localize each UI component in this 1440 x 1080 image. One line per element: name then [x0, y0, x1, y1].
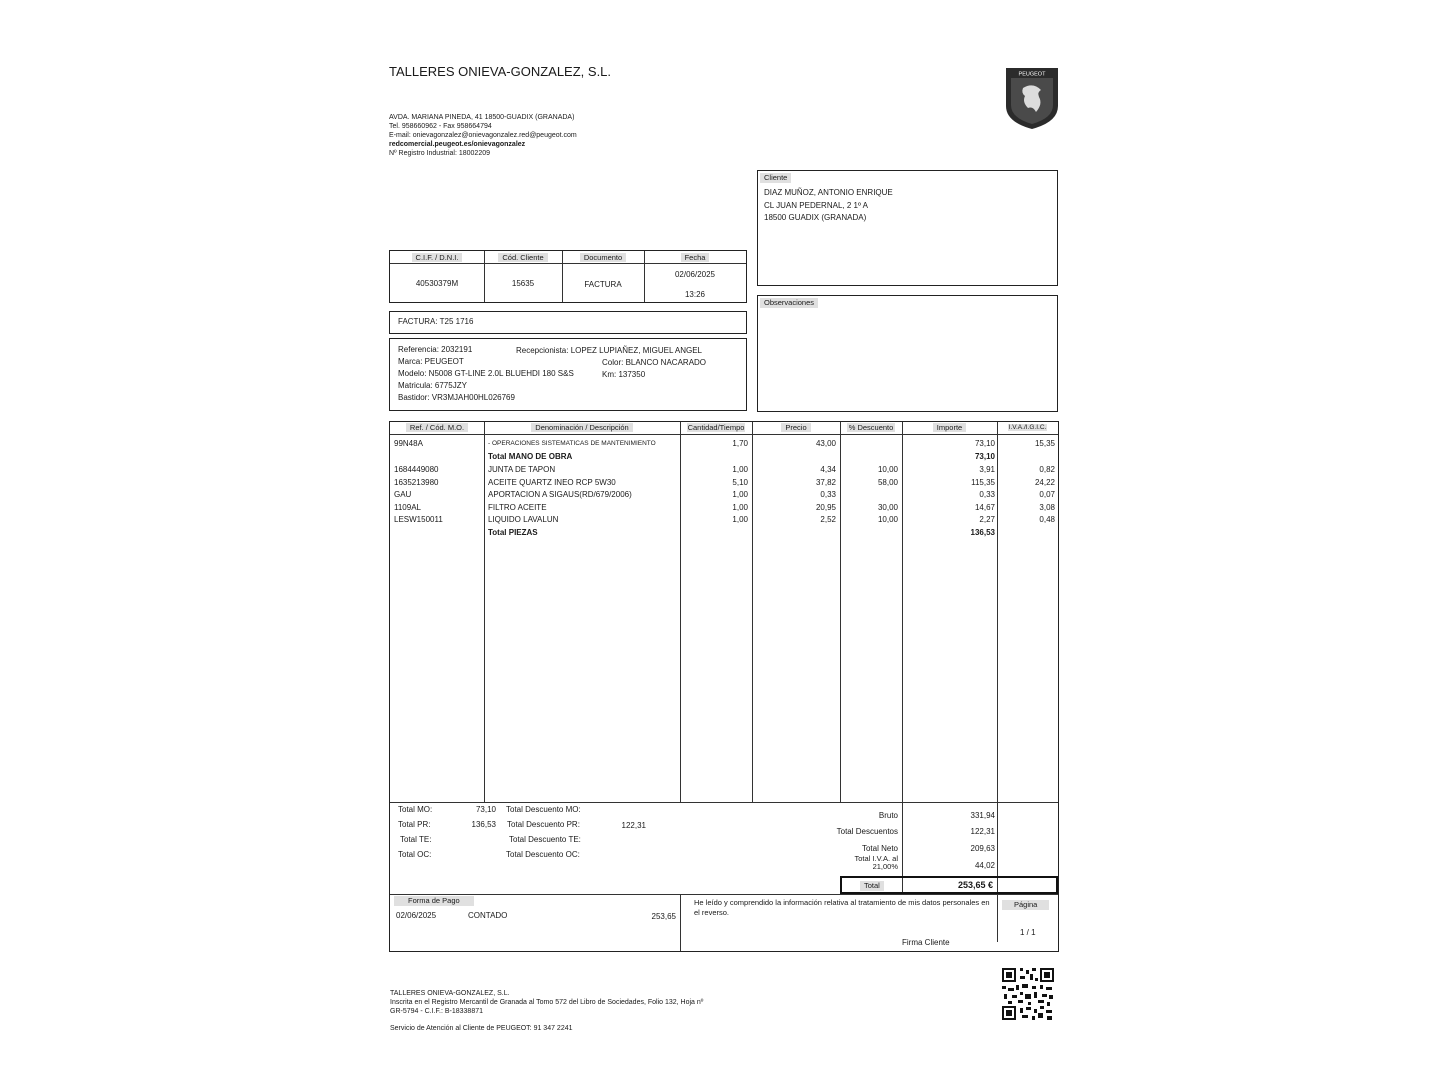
peugeot-logo — [1003, 66, 1061, 130]
row-vat: 15,35 — [1034, 439, 1055, 448]
footer-service: Servicio de Atención al Cliente de PEUGEOT: 91 347 2241 — [390, 1025, 573, 1032]
row-qty: 1,00 — [732, 502, 748, 512]
total-oc-label: Total OC: — [398, 850, 432, 859]
total-pr-label: Total PR: — [398, 820, 431, 829]
discounts-label: Total Descuentos — [836, 827, 898, 836]
row-amount: 14,67 — [974, 502, 995, 512]
company-address: AVDA. MARIANA PINEDA, 41 18500-GUADIX (GRANADA) — [389, 114, 575, 121]
row-amount: 3,91 — [979, 465, 995, 474]
table-row — [390, 502, 1058, 515]
row-qty: 1,00 — [732, 465, 748, 474]
header-cif-label: C.I.F. / D.N.I. — [412, 253, 463, 262]
time-value: 13:26 — [684, 290, 706, 299]
client-street: CL JUAN PEDERNAL, 2 1º A — [764, 200, 868, 210]
row-ref: 99N48A — [394, 439, 423, 448]
total-mo-value: 73,10 — [475, 805, 496, 814]
row-disc: 10,00 — [877, 515, 898, 524]
footer-name: TALLERES ONIEVA-GONZALEZ, S.L. — [390, 990, 510, 997]
row-amount: 115,35 — [971, 477, 995, 487]
header-doc-label: Documento — [580, 253, 626, 262]
disc-pr-value: 122,31 — [621, 821, 646, 830]
vehicle-brand: Marca: PEUGEOT — [398, 357, 464, 366]
gross-value: 331,94 — [970, 811, 995, 820]
row-desc: Total MANO DE OBRA — [488, 452, 573, 461]
col-desc-header: Denominación / Descripción — [531, 423, 632, 432]
vehicle-km: Km: 137350 — [602, 370, 646, 379]
company-email: E-mail: onievagonzalez@onievagonzalez.red@peugeot.com — [389, 132, 577, 139]
col-amount-header: Importe — [933, 423, 966, 432]
observations-label: Observaciones — [760, 298, 818, 308]
row-ref: LESW150011 — [394, 515, 443, 524]
row-desc: JUNTA DE TAPON — [488, 465, 556, 474]
row-desc: Total PIEZAS — [488, 527, 538, 537]
row-ref: 1109AL — [394, 502, 421, 512]
invoice-number: FACTURA: T25 1716 — [398, 317, 474, 326]
col-qty-header: Cantidad/Tiempo — [687, 423, 745, 432]
col-disc-header: % Descuento — [848, 423, 894, 432]
row-desc: APORTACION A SIGAUS(RD/679/2006) — [488, 490, 632, 499]
table-row — [390, 438, 1058, 451]
client-box — [757, 170, 1058, 286]
net-value: 209,63 — [970, 844, 995, 853]
payment-date: 02/06/2025 — [396, 911, 437, 920]
vehicle-receptionist: Recepcionista: LOPEZ LUPIAÑEZ, MIGUEL ANGEL — [516, 346, 702, 355]
client-name: DIAZ MUÑOZ, ANTONIO ENRIQUE — [764, 188, 893, 197]
lines-rows — [390, 438, 1058, 540]
row-price: 2,52 — [820, 515, 836, 524]
col-price-header: Precio — [781, 423, 810, 432]
row-amount: 2,27 — [979, 515, 995, 524]
client-code-value: 15635 — [511, 279, 535, 288]
privacy-text: He leído y comprendido la información relativa al tratamiento de mis datos personales en el reverso. — [694, 898, 990, 917]
row-price: 20,95 — [815, 502, 836, 512]
col-ref-header: Ref. / Cód. M.O. — [406, 423, 468, 432]
row-amount: 73,10 — [974, 439, 995, 448]
vehicle-chassis: Bastidor: VR3MJAH00HL026769 — [398, 393, 515, 402]
row-price: 4,34 — [820, 465, 836, 474]
row-price: 43,00 — [815, 439, 836, 448]
company-name: TALLERES ONIEVA-GONZALEZ, S.L. — [389, 64, 612, 79]
cif-value: 40530379M — [415, 279, 459, 288]
invoice-number-box — [389, 311, 747, 334]
page-value: 1 / 1 — [1020, 928, 1036, 937]
vat-value: 44,02 — [974, 861, 995, 870]
row-vat: 0,07 — [1039, 490, 1055, 499]
row-disc: 10,00 — [877, 465, 898, 474]
lines-table — [389, 421, 1059, 952]
qr-code-icon — [1002, 968, 1054, 1020]
row-desc: LIQUIDO LAVALUN — [488, 515, 559, 524]
header-table — [389, 250, 747, 303]
vehicle-color: Color: BLANCO NACARADO — [602, 358, 707, 367]
payment-amount: 253,65 — [651, 912, 676, 921]
row-disc: 30,00 — [877, 502, 898, 512]
row-ref: 1684449080 — [394, 465, 439, 474]
table-row — [390, 514, 1058, 527]
company-registry: Nº Registro Industrial: 18002209 — [389, 150, 491, 157]
footer-line1: Inscrita en el Registro Mercantil de Granada al Tomo 572 del Libro de Sociedades, Folio 132, Hoja nº — [390, 999, 704, 1006]
row-amount: 73,10 — [974, 452, 995, 461]
table-row — [390, 489, 1058, 502]
table-row — [390, 451, 1058, 464]
table-row — [390, 527, 1058, 540]
total-value: 253,65 € — [957, 880, 993, 890]
col-vat-header: I.V.A./I.G.I.C. — [1008, 424, 1047, 431]
document-value: FACTURA — [584, 280, 622, 289]
company-phones: Tel. 958660962 - Fax 958664794 — [389, 123, 492, 130]
disc-pr-label: Total Descuento PR: — [507, 820, 580, 829]
row-vat: 0,48 — [1039, 515, 1055, 524]
row-vat: 24,22 — [1034, 477, 1055, 487]
observations-box — [757, 295, 1058, 412]
table-row — [390, 464, 1058, 477]
client-label: Cliente — [760, 173, 791, 183]
discounts-value: 122,31 — [970, 827, 995, 836]
row-desc: FILTRO ACEITE — [488, 502, 547, 512]
date-value: 02/06/2025 — [674, 270, 716, 279]
disc-mo-label: Total Descuento MO: — [506, 805, 581, 814]
disc-oc-label: Total Descuento OC: — [506, 850, 580, 859]
client-city: 18500 GUADIX (GRANADA) — [764, 213, 867, 222]
page-label: Página — [1002, 900, 1049, 910]
logo-text: PEUGEOT — [1018, 71, 1046, 78]
total-pr-value: 136,53 — [471, 820, 496, 829]
row-price: 0,33 — [820, 490, 836, 499]
row-desc: ACEITE QUARTZ INEO RCP 5W30 — [488, 477, 616, 487]
company-web[interactable]: redcomercial.peugeot.es/onievagonzalez — [389, 141, 526, 148]
footer-line2: GR-5794 - C.I.F.: B-18338871 — [390, 1008, 483, 1015]
net-label: Total Neto — [861, 844, 898, 853]
header-date-label: Fecha — [681, 253, 710, 262]
row-qty: 1,00 — [732, 490, 748, 499]
signature-label: Firma Cliente — [902, 938, 950, 947]
row-ref: GAU — [394, 490, 412, 499]
vehicle-reference: Referencia: 2032191 — [398, 345, 473, 354]
row-vat: 0,82 — [1039, 465, 1055, 474]
row-disc: 58,00 — [877, 477, 898, 487]
payment-method: CONTADO — [468, 911, 508, 920]
footer — [390, 989, 810, 1033]
row-qty: 1,00 — [732, 515, 748, 524]
row-qty: 5,10 — [732, 477, 748, 487]
row-vat: 3,08 — [1039, 502, 1055, 512]
row-desc: - OPERACIONES SISTEMATICAS DE MANTENIMIENTO — [488, 440, 656, 447]
total-box — [840, 876, 1058, 894]
row-amount: 0,33 — [979, 490, 995, 499]
row-ref: 1635213980 — [394, 477, 439, 487]
total-te-label: Total TE: — [400, 835, 432, 844]
table-row — [390, 477, 1058, 490]
gross-label: Bruto — [878, 811, 898, 820]
total-label: Total — [860, 881, 884, 891]
header-code-label: Cód. Cliente — [498, 253, 547, 262]
total-mo-label: Total MO: — [398, 805, 433, 814]
payment-label: Forma de Pago — [394, 896, 474, 906]
vehicle-plate: Matricula: 6775JZY — [398, 381, 467, 390]
disc-te-label: Total Descuento TE: — [509, 835, 581, 844]
company-info — [389, 113, 649, 158]
row-qty: 1,70 — [732, 439, 748, 448]
row-amount: 136,53 — [970, 527, 995, 537]
vehicle-box — [389, 338, 747, 411]
vehicle-model: Modelo: N5008 GT-LINE 2.0L BLUEHDI 180 S&S — [398, 369, 574, 378]
row-price: 37,82 — [815, 477, 836, 487]
vat-label: Total I.V.A. al 21,00% — [854, 854, 898, 871]
